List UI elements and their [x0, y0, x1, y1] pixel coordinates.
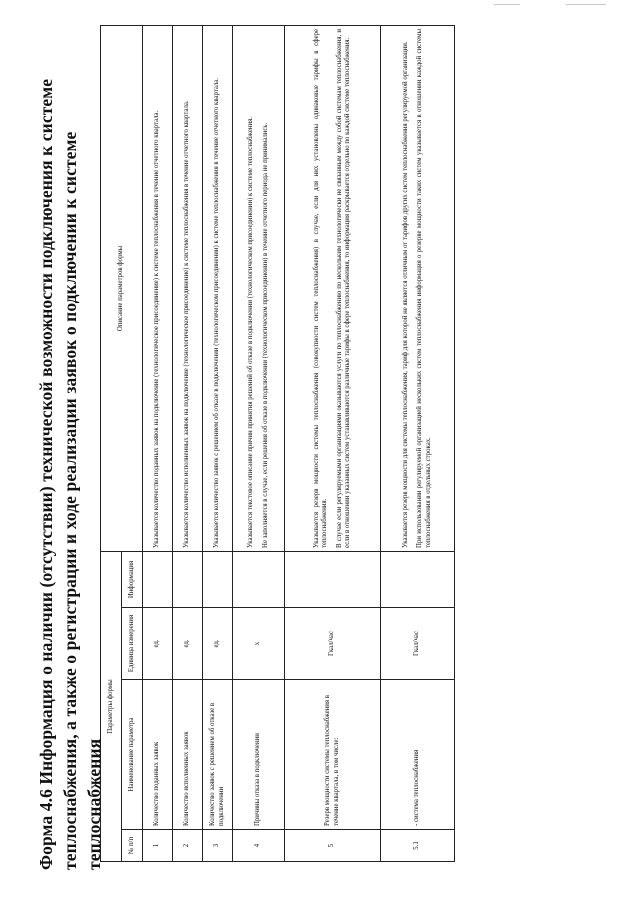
table-row	[381, 25, 455, 861]
column-header-num: № п/п	[122, 830, 143, 862]
table-row	[143, 25, 173, 861]
description-cell	[173, 25, 203, 551]
description-paragraph: При использовании регулируемой организацией нескольких систем теплоснабжения информация о резерве мощности таких систем указывается в отношении каждой системы теплоснабжения в отдельных строках.	[416, 28, 432, 548]
column-header-desc: Описание параметров формы	[101, 25, 143, 551]
information-cell	[233, 551, 285, 607]
column-header-name: Наименование параметра	[122, 680, 143, 830]
description-paragraph: В случае если регулируемыми организациями оказываются услуги по теплоснабжению по нескольким технологически не связанным между собой системам теплоснабжения, и если в отношении указанных систем устанавливаются различные тарифы в сфере теплоснабжения, то информация раскрывается отдельно по каждой системе теплоснабжения.	[335, 28, 351, 548]
description-paragraph: Указывается резерв мощности для системы теплоснабжения, тариф для которой не является отличным от тарифов других систем теплоснабжения регулируемой организации.	[401, 41, 409, 548]
table-group-header-row	[101, 25, 122, 861]
table-row	[285, 25, 381, 861]
parameter-name-cell: - система теплоснабжения	[381, 680, 455, 830]
table-row	[173, 25, 203, 861]
row-number-cell: 1	[143, 830, 173, 862]
group-header-cell: Параметры формы	[101, 551, 122, 861]
unit-cell: x	[233, 608, 285, 680]
column-header-info: Информация	[122, 551, 143, 607]
description-cell	[381, 25, 455, 551]
information-cell	[203, 551, 233, 607]
document-page	[22, 20, 622, 880]
description-paragraph: Указывается количество заявок с решением об отказе в подключении (технологическом присоединении) к системе теплоснабжения в течение отчетного квартала.	[213, 77, 221, 548]
information-cell	[143, 551, 173, 607]
scan-mark	[566, 4, 606, 5]
description-cell	[233, 25, 285, 551]
form-title: Форма 4.6 Информация о наличии (отсутствии) технической возможности подключения к системе теплоснабжения, а также о регистрации и ходе реализации заявок о подключении к системе теплоснабжения	[36, 78, 104, 870]
unit-cell: Гкал/час	[381, 608, 455, 680]
unit-cell: Гкал/час	[285, 608, 381, 680]
parameter-name-cell: Количество заявок с решением об отказе в подключении	[203, 680, 233, 830]
form-parameters-table	[100, 25, 455, 862]
description-paragraph: Указывается количество поданных заявок на подключение (технологическое присоединение) к системе теплоснабжения в течение отчетного квартала.	[153, 110, 161, 548]
description-paragraph: Указывается текстовое описание причин принятия решений об отказе в подключении (технологическом присоединении) к системе теплоснабжения.	[247, 117, 255, 548]
row-number-cell: 4	[233, 830, 285, 862]
parameter-name-cell: Количество исполненных заявок	[173, 680, 203, 830]
column-header-unit: Единица измерения	[122, 608, 143, 680]
unit-cell: ед.	[143, 608, 173, 680]
scan-mark	[494, 4, 520, 5]
description-cell	[285, 25, 381, 551]
description-paragraph: Указывается количество исполненных заявок на подключение (технологическое присоединение) к системе теплоснабжения в течение отчетного квартала.	[183, 100, 191, 548]
row-number-cell: 3	[203, 830, 233, 862]
table-row	[233, 25, 285, 861]
information-cell	[173, 551, 203, 607]
unit-cell: ед.	[173, 608, 203, 680]
parameter-name-cell: Причины отказа в подключении	[233, 680, 285, 830]
parameter-name-cell: Количество поданных заявок	[143, 680, 173, 830]
row-number-cell: 5	[285, 830, 381, 862]
table-row	[203, 25, 233, 861]
information-cell	[285, 551, 381, 607]
row-number-cell: 5.1	[381, 830, 455, 862]
information-cell	[381, 551, 455, 607]
parameter-name-cell: Резерв мощности системы теплоснабжения в течение квартала, в том числе:	[285, 680, 381, 830]
unit-cell: ед.	[203, 608, 233, 680]
description-paragraph: Указывается резерв мощности системы теплоснабжения (совокупности систем теплоснабжения) в случае, если для них установлены одинаковые тарифы в сфере теплоснабжения.	[312, 28, 329, 548]
description-paragraph: Не заполняется в случае, если решения об отказе в подключении (технологическом присоединении) в течение отчетного периода не принимались.	[261, 122, 269, 548]
row-number-cell: 2	[173, 830, 203, 862]
description-cell	[203, 25, 233, 551]
description-cell	[143, 25, 173, 551]
